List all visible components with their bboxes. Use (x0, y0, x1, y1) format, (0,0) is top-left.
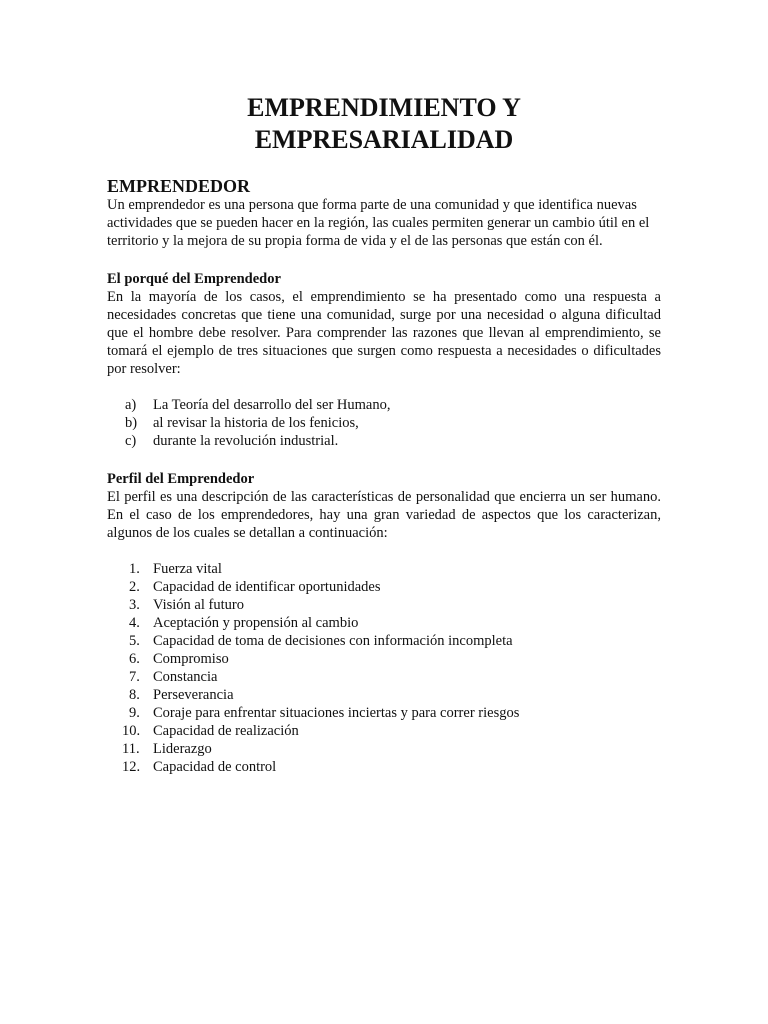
list-item-text: Perseverancia (153, 687, 234, 703)
list-marker: 11. (122, 741, 140, 757)
list-marker: 7. (129, 669, 140, 685)
list-marker: 5. (129, 633, 140, 649)
list-marker: 3. (129, 597, 140, 613)
list-item (107, 432, 661, 450)
list-marker: a) (125, 397, 137, 413)
list-item-text: Capacidad de control (153, 759, 277, 775)
section-heading-perfil: Perfil del Emprendedor (107, 471, 255, 487)
list-marker: b) (125, 415, 138, 431)
list-marker: c) (125, 433, 137, 449)
list-item (107, 758, 661, 776)
paragraph-porque: En la mayoría de los casos, el emprendimiento se ha presentado como una respuesta a necesidades concretas que tiene una comunidad, surge por una necesidad o alguna dificultad que el hombre debe resolver. Para comprender las razones que llevan al emprendimiento, se tomará el ejemplo de tres situaciones que surgen como respuesta a necesidades o dificultades por resolver: (107, 289, 661, 377)
numbered-list (107, 560, 661, 776)
list-item (107, 414, 661, 432)
list-item (107, 740, 661, 758)
list-marker: 1. (129, 561, 140, 577)
section-heading-porque: El porqué del Emprendedor (107, 271, 281, 287)
document-content (107, 92, 661, 776)
list-marker: 12. (122, 759, 141, 775)
paragraph-perfil: El perfil es una descripción de las características de personalidad que encierra un ser humano. En el caso de los emprendedores, hay una gran variedad de aspectos que los caracterizan, algunos de los cuales se detallan a continuación: (107, 489, 661, 541)
list-marker: 4. (129, 615, 140, 631)
title-line-2: EMPRESARIALIDAD (254, 125, 514, 154)
list-item (107, 560, 661, 578)
paragraph-emprendedor: Un emprendedor es una persona que forma parte de una comunidad y que identifica nuevas actividades que se pueden hacer en la región, las cuales permiten generar un cambio útil en el territorio y la mejora de su propia forma de vida y el de las personas que están con él. (107, 197, 650, 249)
list-item (107, 578, 661, 596)
list-marker: 9. (129, 705, 140, 721)
list-item (107, 722, 661, 740)
list-item (107, 396, 661, 414)
document-title (107, 92, 661, 156)
list-item (107, 686, 661, 704)
list-item-text: Constancia (153, 669, 218, 685)
list-item-text: La Teoría del desarrollo del ser Humano, (153, 397, 391, 413)
list-marker: 2. (129, 579, 140, 595)
list-item (107, 650, 661, 668)
list-marker: 8. (129, 687, 140, 703)
list-item-text: durante la revolución industrial. (153, 433, 339, 449)
list-item-text: Capacidad de identificar oportunidades (153, 579, 381, 595)
list-item (107, 704, 661, 722)
list-item-text: Visión al futuro (153, 597, 244, 613)
section-heading-emprendedor: EMPRENDEDOR (107, 176, 250, 196)
list-item-text: Compromiso (153, 651, 229, 667)
list-item-text: Capacidad de realización (153, 723, 299, 739)
list-marker: 10. (122, 723, 141, 739)
title-line-1: EMPRENDIMIENTO Y (247, 93, 521, 122)
list-item (107, 614, 661, 632)
list-item-text: Liderazgo (153, 741, 212, 757)
list-item-text: Capacidad de toma de decisiones con información incompleta (153, 633, 513, 649)
list-item (107, 632, 661, 650)
list-item-text: Fuerza vital (153, 561, 222, 577)
list-item (107, 668, 661, 686)
list-item-text: Coraje para enfrentar situaciones inciertas y para correr riesgos (153, 705, 520, 721)
alpha-list (107, 396, 661, 450)
list-marker: 6. (129, 651, 140, 667)
list-item-text: Aceptación y propensión al cambio (153, 615, 359, 631)
list-item (107, 596, 661, 614)
list-item-text: al revisar la historia de los fenicios, (153, 415, 359, 431)
